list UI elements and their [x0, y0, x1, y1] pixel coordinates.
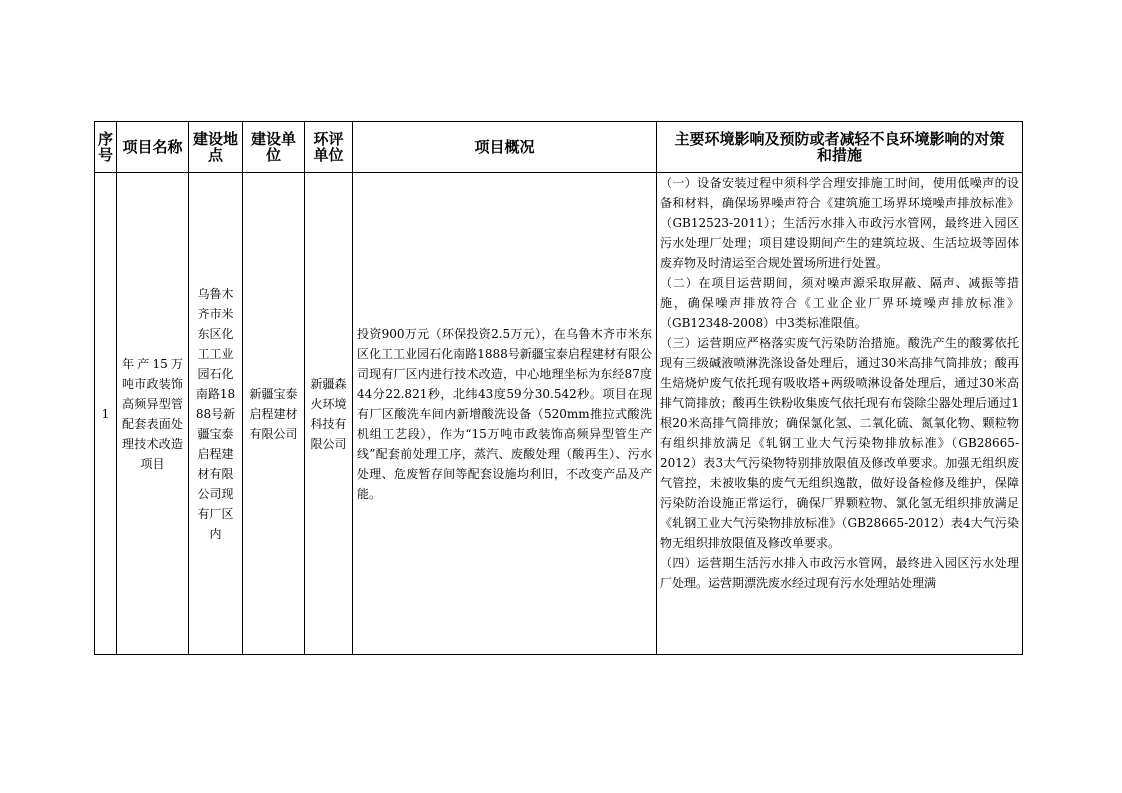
measure-paragraph: （二）在项目运营期间，须对噪声源采取屏蔽、隔声、减振等措施，确保噪声排放符合《工业企业厂界环境噪声排放标准》（GB12348-2008）中3类标准限值。 [660, 276, 1019, 330]
header-eia-unit: 环评单位 [305, 122, 353, 173]
row-location: 乌鲁木齐市米东区化工工业园石化南路1888号新疆宝泰启程建材有限公司现有厂区内 [189, 173, 243, 655]
row-eia-unit: 新疆森火环境科技有限公司 [305, 173, 353, 655]
project-table [94, 121, 1023, 655]
header-project-name: 项目名称 [117, 122, 189, 173]
row-measures [657, 173, 1023, 655]
table-row [95, 173, 1023, 655]
header-measures: 主要环境影响及预防或者减轻不良环境影响的对策和措施 [657, 122, 1023, 173]
row-index: 1 [95, 173, 117, 655]
row-overview: 投资900万元（环保投资2.5万元），在乌鲁木齐市米东区化工工业园石化南路1888号新疆宝泰启程建材有限公司现有厂区内进行技术改造，中心地理坐标为东经87度44分22.821秒，北纬43度59分30.542秒。项目在现有厂区酸洗车间内新增酸洗设备（520mm推拉式酸洗机组工艺段），作为“15万吨市政装饰高频异型管生产线”配套前处理工序，蒸汽、废酸处理（酸再生）、污水处理、危废暂存间等配套设施均利旧，不改变产品及产能。 [353, 173, 657, 655]
header-location: 建设地点 [189, 122, 243, 173]
row-unit: 新疆宝泰启程建材有限公司 [243, 173, 305, 655]
row-project-name: 年产15万吨市政装饰高频异型管配套表面处理技术改造项目 [117, 173, 189, 655]
measure-paragraph: （四）运营期生活污水排入市政污水管网，最终进入园区污水处理厂处理。运营期漂洗废水经过现有污水处理站处理满 [660, 556, 1019, 590]
measure-paragraph: （三）运营期应严格落实废气污染防治措施。酸洗产生的酸雾依托现有三级碱液喷淋洗涤设备处理后，通过30米高排气筒排放；酸再生焙烧炉废气依托现有吸收塔+两级喷淋设备处理后，通过30米高排气筒排放；酸再生铁粉收集废气依托现有布袋除尘器处理后通过1根20米高排气筒排放；确保氯化氢、二氧化硫、氮氧化物、颗粒物有组织排放满足《轧钢工业大气污染物排放标准》（GB28665-2012）表3大气污染物特别排放限值及修改单要求。加强无组织废气管控，未被收集的废气无组织逸散，做好设备检修及维护，保障污染防治设施正常运行，确保厂界颗粒物、氯化氢无组织排放满足《轧钢工业大气污染物排放标准》（GB28665-2012）表4大气污染物无组织排放限值及修改单要求。 [660, 336, 1019, 550]
header-unit: 建设单位 [243, 122, 305, 173]
measure-paragraph: （一）设备安装过程中须科学合理安排施工时间，使用低噪声的设备和材料，确保场界噪声符合《建筑施工场界环境噪声排放标准》（GB12523-2011）；生活污水排入市政污水管网，最终进入园区污水处理厂处理；项目建设期间产生的建筑垃圾、生活垃圾等固体废弃物及时清运至合规处置场所进行处置。 [660, 176, 1019, 270]
header-overview: 项目概况 [353, 122, 657, 173]
header-index: 序号 [95, 122, 117, 173]
header-row [95, 122, 1023, 173]
